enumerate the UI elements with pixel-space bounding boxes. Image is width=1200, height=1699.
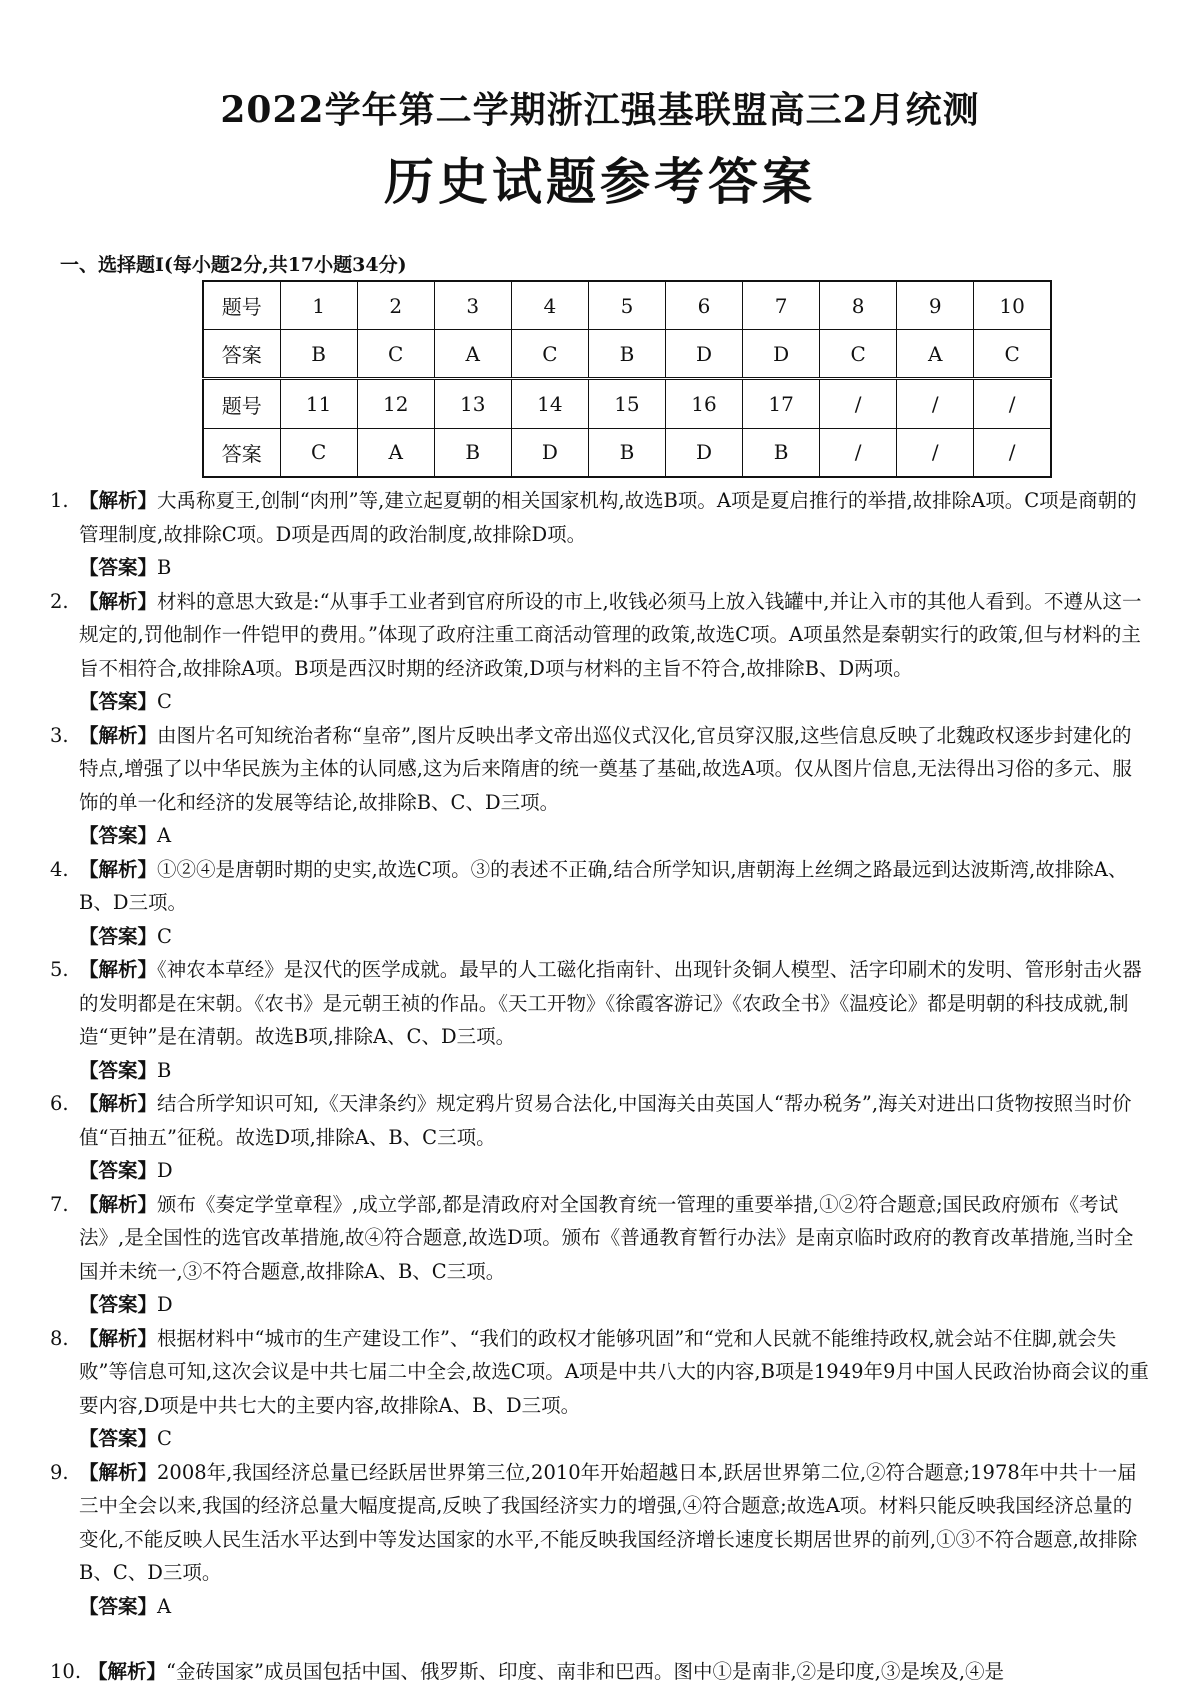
answer-tag: 【答案】 xyxy=(79,1293,158,1316)
explanation-item xyxy=(50,953,1150,1087)
question-number: 5 xyxy=(588,281,665,330)
analysis-tag: 【解析】 xyxy=(79,723,158,747)
explanation-item xyxy=(50,853,1150,954)
item-number: 3. xyxy=(50,723,69,747)
analysis-text: 材料的意思大致是:“从事手工业者到官府所设的市上,收钱必须马上放入钱罐中,并让入市的其他人看到。不遵从这一规定的,罚他制作一件铠甲的费用。”体现了政府注重工商活动管理的政策,故选C项。A项虽然是秦朝实行的政策,但与材料的主旨不相符合,故排除A项。B项是西汉时期的经济政策,D项与材料的主旨不符合,故排除B、D两项。 xyxy=(79,589,1142,680)
answer-value: A xyxy=(157,1594,172,1618)
question-number: 1 xyxy=(280,281,357,330)
answer-cell: D xyxy=(665,428,742,477)
analysis-tag: 【解析】 xyxy=(79,589,158,613)
question-number: 7 xyxy=(743,281,820,330)
answer-table xyxy=(202,280,1052,478)
answer-value: D xyxy=(157,1293,173,1316)
analysis-tag: 【解析】 xyxy=(79,857,158,881)
answer-tag: 【答案】 xyxy=(79,1159,158,1182)
analysis-tag: 【解析】 xyxy=(79,1192,158,1216)
item-number: 9. xyxy=(50,1460,69,1484)
item-number: 2. xyxy=(50,589,69,613)
analysis-tag: 【解析】 xyxy=(79,958,158,981)
answer-cell: C xyxy=(511,330,588,379)
explanation-item xyxy=(50,1322,1150,1456)
row-label: 题号 xyxy=(203,379,280,428)
item-number: 8. xyxy=(50,1326,69,1350)
analysis-tag: 【解析】 xyxy=(79,489,158,512)
question-number: / xyxy=(897,379,974,428)
analysis-text: 结合所学知识可知,《天津条约》规定鸦片贸易合法化,中国海关由英国人“帮办税务”,海关对进出口货物按照当时价值“百抽五”征税。故选D项,排除A、B、C三项。 xyxy=(79,1092,1132,1149)
question-number: 12 xyxy=(357,379,434,428)
question-number: 2 xyxy=(357,281,434,330)
answer-cell: / xyxy=(820,428,897,477)
answer-value: A xyxy=(157,824,172,847)
item-number: 7. xyxy=(50,1192,69,1216)
answer-cell: C xyxy=(357,330,434,379)
question-number: 3 xyxy=(434,281,511,330)
analysis-tag: 【解析】 xyxy=(79,1092,158,1115)
question-number: 15 xyxy=(588,379,665,428)
answer-cell: / xyxy=(897,428,974,477)
question-number: 11 xyxy=(280,379,357,428)
question-number: 6 xyxy=(665,281,742,330)
question-number: / xyxy=(974,379,1051,428)
explanation-list xyxy=(50,484,1150,1623)
answer-value: C xyxy=(157,690,172,713)
analysis-tag: 【解析】 xyxy=(79,1460,158,1484)
answer-tag: 【答案】 xyxy=(79,1058,158,1082)
question-row xyxy=(203,379,1051,428)
answer-cell: A xyxy=(357,428,434,477)
answer-tag: 【答案】 xyxy=(79,824,158,847)
analysis-tag: 【解析】 xyxy=(79,1326,158,1350)
answer-cell: B xyxy=(280,330,357,379)
answer-row xyxy=(203,330,1051,379)
explanation-item xyxy=(50,1456,1150,1624)
analysis-text: “金砖国家”成员国包括中国、俄罗斯、印度、南非和巴西。图中①是南非,②是印度,③是埃及,④是 xyxy=(166,1660,1005,1683)
question-number: 14 xyxy=(511,379,588,428)
answer-cell: D xyxy=(511,428,588,477)
explanation-item xyxy=(50,719,1150,853)
analysis-text: ①②④是唐朝时期的史实,故选C项。③的表述不正确,结合所学知识,唐朝海上丝绸之路最远到达波斯湾,故排除A、B、D三项。 xyxy=(79,857,1128,914)
row-label: 题号 xyxy=(203,281,280,330)
answer-cell: D xyxy=(743,330,820,379)
page-title-line2: 历史试题参考答案 xyxy=(384,152,816,211)
answer-cell: / xyxy=(974,428,1051,477)
answer-tag: 【答案】 xyxy=(79,1427,158,1450)
question-number: 16 xyxy=(665,379,742,428)
explanation-item-partial xyxy=(50,1655,1150,1689)
analysis-tag: 【解析】 xyxy=(88,1660,167,1683)
analysis-text: 颁布《奏定学堂章程》,成立学部,都是清政府对全国教育统一管理的重要举措,①②符合题意;国民政府颁布《考试法》,是全国性的选官改革措施,故④符合题意,故选D项。颁布《普通教育暂行办法》是南京临时政府的教育改革措施,当时全国并未统一,③不符合题意,故排除A、B、C三项。 xyxy=(79,1192,1134,1283)
item-number: 10. xyxy=(50,1660,82,1683)
analysis-text: 2008年,我国经济总量已经跃居世界第三位,2010年开始超越日本,跃居世界第二位,②符合题意;1978年中共十一届三中全会以来,我国的经济总量大幅度提高,反映了我国经济实力的增强,④符合题意;故选A项。材料只能反映我国经济总量的变化,不能反映人民生活水平达到中等发达国家的水平,不能反映我国经济增长速度长期居世界的前列,①③不符合题意,故排除B、C、D三项。 xyxy=(79,1460,1138,1584)
answer-cell: B xyxy=(588,428,665,477)
answer-value: C xyxy=(157,1427,172,1450)
analysis-text: 由图片名可知统治者称“皇帝”,图片反映出孝文帝出巡仪式汉化,官员穿汉服,这些信息反映了北魏政权逐步封建化的特点,增强了以中华民族为主体的认同感,这为后来隋唐的统一奠基了基础,故选A项。仅从图片信息,无法得出习俗的多元、服饰的单一化和经济的发展等结论,故排除B、C、D三项。 xyxy=(79,723,1132,814)
answer-value: B xyxy=(157,556,172,579)
answer-value: C xyxy=(157,924,172,948)
analysis-text: 《神农本草经》是汉代的医学成就。最早的人工磁化指南针、出现针灸铜人模型、活字印刷术的发明、管形射击火器的发明都是在宋朝。《农书》是元朝王祯的作品。《天工开物》《徐霞客游记》《农政全书》《温疫论》都是明朝的科技成就,制造“更钟”是在清朝。故选B项,排除A、C、D三项。 xyxy=(79,958,1142,1048)
answer-tag: 【答案】 xyxy=(79,690,158,713)
question-number: / xyxy=(820,379,897,428)
section-title: 一、选择题Ⅰ(每小题2分,共17小题34分) xyxy=(60,254,407,276)
row-label: 答案 xyxy=(203,428,280,477)
answer-cell: A xyxy=(434,330,511,379)
explanation-item xyxy=(50,484,1150,585)
answer-tag: 【答案】 xyxy=(79,1594,158,1618)
answer-cell: B xyxy=(743,428,820,477)
question-number: 4 xyxy=(511,281,588,330)
answer-tag: 【答案】 xyxy=(79,556,158,579)
item-number: 5. xyxy=(50,958,69,981)
answer-value: B xyxy=(157,1058,172,1082)
page-title-line1: 2022学年第二学期浙江强基联盟高三2月统测 xyxy=(220,89,980,131)
answer-value: D xyxy=(157,1159,173,1182)
answer-cell: B xyxy=(434,428,511,477)
answer-cell: B xyxy=(588,330,665,379)
answer-cell: D xyxy=(665,330,742,379)
answer-cell: C xyxy=(974,330,1051,379)
question-number: 10 xyxy=(974,281,1051,330)
analysis-text: 根据材料中“城市的生产建设工作”、“我们的政权才能够巩固”和“党和人民就不能维持政权,就会站不住脚,就会失败”等信息可知,这次会议是中共七届二中全会,故选C项。A项是中共八大的内容,B项是1949年9月中国人民政治协商会议的重要内容,D项是中共七大的主要内容,故排除A、B、D三项。 xyxy=(79,1326,1149,1417)
explanation-item xyxy=(50,1188,1150,1322)
explanation-item xyxy=(50,585,1150,719)
question-number: 9 xyxy=(897,281,974,330)
answer-tag: 【答案】 xyxy=(79,924,158,948)
explanation-item xyxy=(50,1087,1150,1188)
item-number: 6. xyxy=(50,1092,69,1115)
row-label: 答案 xyxy=(203,330,280,379)
answer-cell: C xyxy=(820,330,897,379)
question-number: 13 xyxy=(434,379,511,428)
item-number: 1. xyxy=(50,489,69,512)
answer-cell: C xyxy=(280,428,357,477)
answer-cell: A xyxy=(897,330,974,379)
question-row xyxy=(203,281,1051,330)
analysis-text: 大禹称夏王,创制“肉刑”等,建立起夏朝的相关国家机构,故选B项。A项是夏启推行的举措,故排除A项。C项是商朝的管理制度,故排除C项。D项是西周的政治制度,故排除D项。 xyxy=(79,489,1137,546)
answer-row xyxy=(203,428,1051,477)
question-number: 8 xyxy=(820,281,897,330)
question-number: 17 xyxy=(743,379,820,428)
item-number: 4. xyxy=(50,857,69,881)
